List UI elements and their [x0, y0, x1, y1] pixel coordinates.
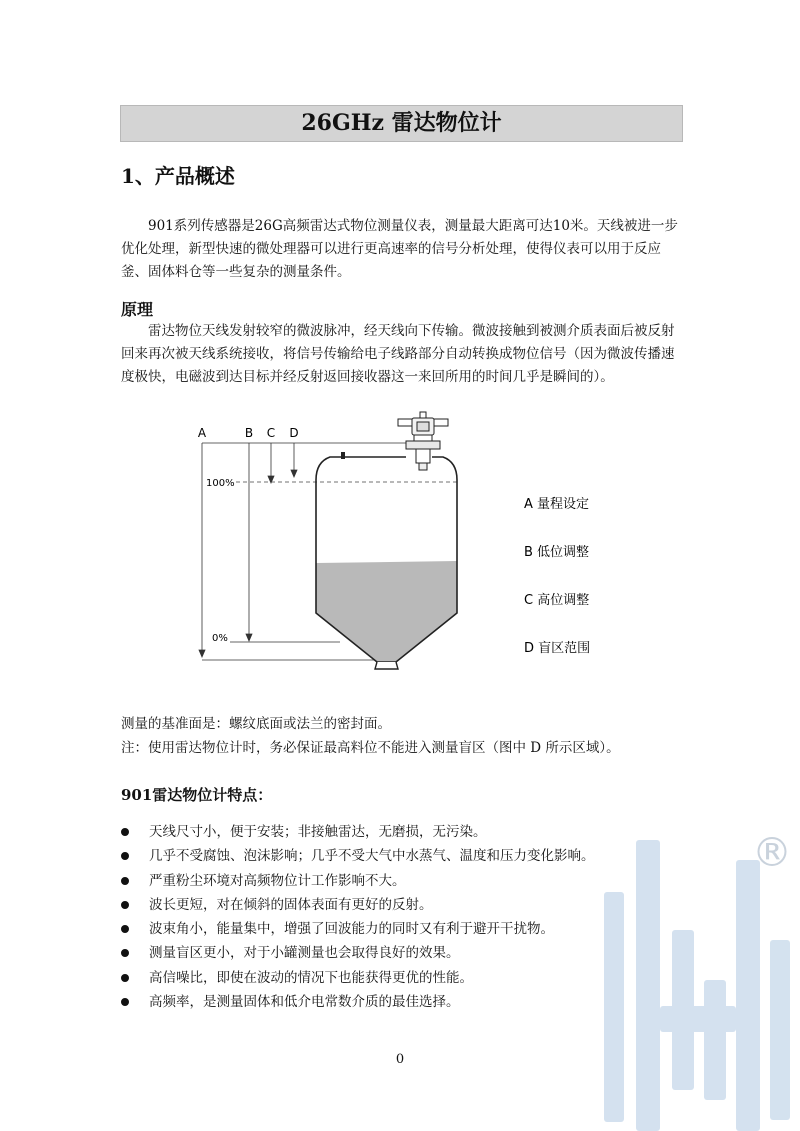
feature-item: 波长更短，对在倾斜的固体表面有更好的反射。: [121, 895, 595, 919]
watermark-logo: [600, 830, 800, 1131]
legend-b: B 低位调整: [524, 545, 590, 560]
bullet-icon: [121, 877, 129, 885]
dimension-letter-a: A: [197, 426, 207, 440]
principle-heading: 原理: [121, 300, 154, 319]
bullet-icon: [121, 974, 129, 982]
feature-item: 严重粉尘环境对高频物位计工作影响不大。: [121, 871, 595, 895]
feature-item: 天线尺寸小，便于安装；非接触雷达，无磨损，无污染。: [121, 822, 595, 846]
intro-paragraph: 901系列传感器是26G高频雷达式物位测量仪表，测量最大距离可达10米。天线被进一步优化处理，新型快速的微处理器可以进行更高速率的信号分析处理，使得仪表可以用于反应釜、固体料仓等一些复杂的测量条件。: [121, 218, 678, 280]
level-0-label: 0%: [212, 633, 228, 644]
page-number: 0: [395, 1052, 405, 1067]
feature-item: 波束角小，能量集中，增强了回波能力的同时又有利于避开干扰物。: [121, 919, 595, 943]
section-heading-overview: 1、产品概述: [121, 164, 235, 188]
feature-item: 测量盲区更小，对于小罐测量也会取得良好的效果。: [121, 943, 595, 967]
dimension-letter-d: D: [289, 426, 299, 440]
registered-mark: ®: [752, 830, 792, 876]
bullet-icon: [121, 925, 129, 933]
document-title: 26GHz 雷达物位计: [120, 105, 683, 142]
reference-note: 测量的基准面是：螺纹底面或法兰的密封面。: [121, 716, 391, 732]
legend-a: A 量程设定: [524, 497, 590, 512]
material-fill: [316, 561, 457, 662]
bullet-icon: [121, 949, 129, 957]
features-list: [121, 822, 595, 1016]
dimension-letter-b: B: [244, 426, 254, 440]
feature-item: 高频率，是测量固体和低介电常数介质的最佳选择。: [121, 992, 595, 1016]
feature-item: 高信噪比，即使在波动的情况下也能获得更优的性能。: [121, 968, 595, 992]
legend-c: C 高位调整: [524, 593, 590, 608]
level-100-label: 100%: [206, 478, 235, 489]
feature-item: 几乎不受腐蚀、泡沫影响；几乎不受大气中水蒸气、温度和压力变化影响。: [121, 846, 595, 870]
radar-sensor: [398, 412, 448, 470]
bullet-icon: [121, 828, 129, 836]
dimension-arrows: [199, 443, 297, 657]
legend-d: D 盲区范围: [524, 641, 591, 656]
radar-tank-diagram: [190, 410, 620, 678]
tank-outlet: [375, 662, 398, 669]
features-heading: 901雷达物位计特点：: [121, 786, 273, 804]
warning-note: 注：使用雷达物位计时，务必保证最高料位不能进入测量盲区（图中 D 所示区域）。: [121, 740, 620, 756]
bullet-icon: [121, 901, 129, 909]
dimension-letter-c: C: [266, 426, 276, 440]
principle-paragraph: 雷达物位天线发射较窄的微波脉冲，经天线向下传输。微波接触到被测介质表面后被反射回来再次被天线系统接收，将信号传输给电子线路部分自动转换成物位信号（因为微波传播速度极快，电磁波到达目标并经反射返回接收器这一来回所用的时间几乎是瞬间的）。: [121, 323, 675, 385]
bullet-icon: [121, 998, 129, 1006]
bullet-icon: [121, 852, 129, 860]
